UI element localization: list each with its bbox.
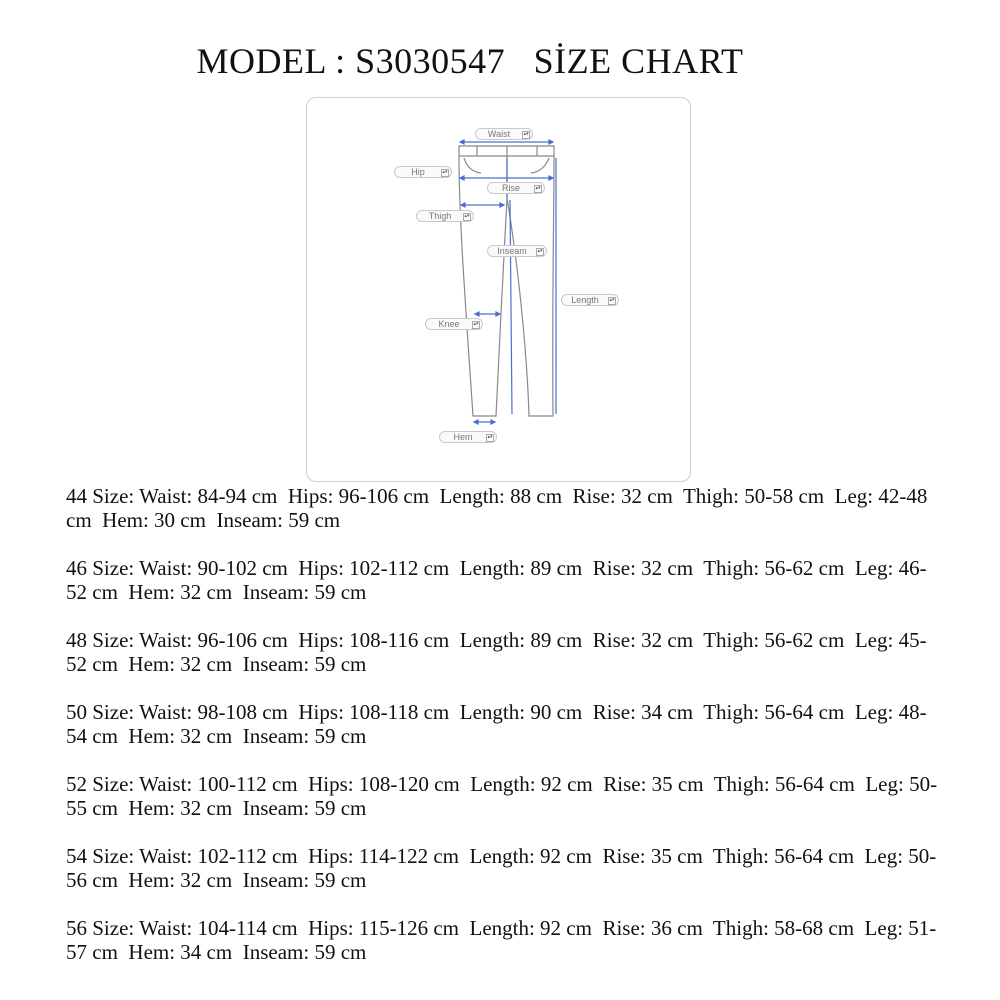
- size-row-52: 52 Size: Waist: 100-112 cm Hips: 108-120 cm Length: 92 cm Rise: 35 cm Thigh: 56-64 cm Leg: 50-55 cm Hem: 32 cm Inseam: 59 cm: [66, 772, 938, 820]
- inseam-tag: [487, 245, 547, 257]
- spinner-icon: ▴▾: [473, 321, 479, 327]
- spinner-icon: ▴▾: [609, 297, 615, 303]
- size-row-50: 50 Size: Waist: 98-108 cm Hips: 108-118 cm Length: 90 cm Rise: 34 cm Thigh: 56-64 cm Leg: 48-54 cm Hem: 32 cm Inseam: 59 cm: [66, 700, 927, 748]
- inseam-label: Inseam: [497, 246, 527, 256]
- right-pocket: [531, 158, 549, 173]
- spinner-icon: ▴▾: [487, 434, 493, 440]
- pants-outline-svg: [307, 98, 692, 483]
- size-row-44: 44 Size: Waist: 84-94 cm Hips: 96-106 cm Length: 88 cm Rise: 32 cm Thigh: 50-58 cm Leg: 42-48 cm Hem: 30 cm Inseam: 59 cm: [66, 484, 933, 532]
- left-pocket: [464, 158, 481, 173]
- knee-label: Knee: [438, 319, 460, 329]
- rise-label: Rise: [501, 183, 520, 193]
- size-row-54: 54 Size: Waist: 102-112 cm Hips: 114-122 cm Length: 92 cm Rise: 35 cm Thigh: 56-64 cm Leg: 50-56 cm Hem: 32 cm Inseam: 59 cm: [66, 844, 937, 892]
- size-list: [66, 484, 946, 988]
- belt-loops: [477, 146, 537, 156]
- thigh-tag: [416, 210, 474, 222]
- spinner-icon: ▴▾: [464, 213, 470, 219]
- size-row-56: 56 Size: Waist: 104-114 cm Hips: 115-126 cm Length: 92 cm Rise: 36 cm Thigh: 58-68 cm Leg: 51-57 cm Hem: 34 cm Inseam: 59 cm: [66, 916, 937, 964]
- rise-tag: [487, 182, 545, 194]
- hem-label: Hem: [453, 432, 473, 442]
- right-leg: [507, 156, 554, 416]
- size-row-46: 46 Size: Waist: 90-102 cm Hips: 102-112 cm Length: 89 cm Rise: 32 cm Thigh: 56-62 cm Leg: 46-52 cm Hem: 32 cm Inseam: 59 cm: [66, 556, 927, 604]
- length-label: Length: [571, 295, 599, 305]
- length-tag: [561, 294, 619, 306]
- pants-measurement-diagram: [306, 97, 691, 482]
- waist-tag: [475, 128, 533, 140]
- hip-tag: [394, 166, 452, 178]
- hem-tag: [439, 431, 497, 443]
- hip-label: Hip: [411, 167, 425, 177]
- waist-label: Waist: [487, 129, 511, 139]
- knee-tag: [425, 318, 483, 330]
- left-leg: [459, 156, 507, 416]
- page-title: MODEL : S3030547 SİZE CHART: [196, 41, 744, 81]
- spinner-icon: ▴▾: [535, 185, 541, 191]
- spinner-icon: ▴▾: [523, 131, 529, 137]
- spinner-icon: ▴▾: [537, 248, 543, 254]
- thigh-label: Thigh: [428, 211, 452, 221]
- spinner-icon: ▴▾: [442, 169, 448, 175]
- size-row-48: 48 Size: Waist: 96-106 cm Hips: 108-116 cm Length: 89 cm Rise: 32 cm Thigh: 56-62 cm Leg: 45-52 cm Hem: 32 cm Inseam: 59 cm: [66, 628, 927, 676]
